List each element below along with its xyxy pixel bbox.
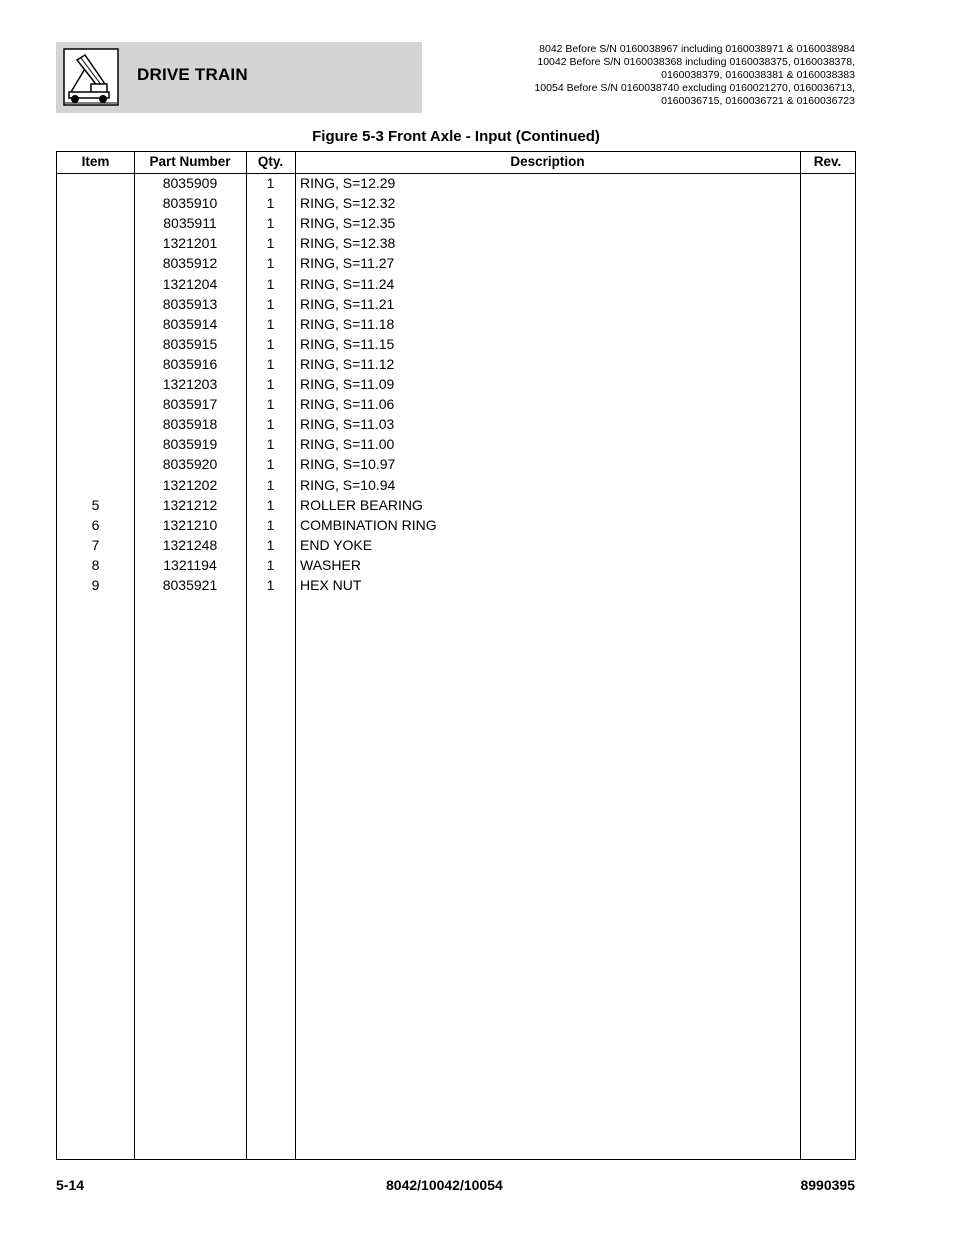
table-row [57,454,855,474]
description-cell: RING, S=11.06 [300,396,395,413]
table-row [57,253,855,273]
item-number-cell: 7 [91,536,100,553]
quantity-cell: 1 [266,416,275,433]
parts-table [56,151,856,1160]
applicability-line: 0160036715, 0160036721 & 0160036723 [661,95,855,107]
quantity-cell: 1 [266,376,275,392]
quantity-cell: 1 [266,496,275,513]
page-number: 5-14 [56,1177,85,1193]
table-row [57,434,855,454]
table-row [57,535,855,555]
part-number-cell: 1321212 [162,496,218,513]
table-row [57,394,855,414]
quantity-cell: 1 [266,577,275,593]
table-row [57,173,855,193]
quantity-cell: 1 [266,275,275,292]
description-cell: WASHER [300,556,361,573]
serial-applicability-note [415,43,855,108]
description-cell: RING, S=11.12 [300,355,395,372]
column-header-description: Description [510,154,585,169]
section-title: DRIVE TRAIN [137,65,248,84]
part-number-cell: 8035921 [162,577,218,593]
part-number-cell: 8035914 [162,315,218,332]
applicability-line: 10042 Before S/N 0160038368 including 0160038375, 0160038378, [537,56,855,68]
part-number-cell: 1321203 [162,376,218,392]
table-row [57,495,855,515]
applicability-line: 10054 Before S/N 0160038740 excluding 0160021270, 0160036713, [534,82,855,94]
quantity-cell: 1 [266,295,275,312]
part-number-cell: 8035916 [162,355,218,372]
applicability-line: 8042 Before S/N 0160038967 including 0160038971 & 0160038984 [539,43,855,55]
figure-title: Figure 5-3 Front Axle - Input (Continued) [312,128,600,145]
part-number-cell: 1321201 [162,235,218,252]
description-cell: RING, S=12.35 [300,215,396,232]
description-cell: END YOKE [300,536,373,553]
description-cell: RING, S=11.00 [300,436,395,453]
applicability-line: 0160038379, 0160038381 & 0160038383 [661,69,855,81]
description-cell: RING, S=11.03 [300,416,395,433]
part-number-cell: 1321210 [162,516,218,533]
table-row [57,575,855,595]
table-row [57,314,855,334]
part-number-cell: 8035919 [162,436,218,453]
part-number-cell: 8035920 [162,456,218,473]
description-cell: RING, S=12.38 [300,235,396,252]
table-row [57,334,855,354]
scissor-lift-machine-icon [63,48,119,106]
description-cell: RING, S=12.32 [300,195,396,212]
quantity-cell: 1 [266,195,275,212]
part-number-cell: 8035918 [162,416,218,433]
item-number-cell: 8 [91,556,100,573]
table-row [57,555,855,575]
quantity-cell: 1 [266,215,275,232]
description-cell: RING, S=11.15 [300,335,395,352]
quantity-cell: 1 [266,175,275,191]
table-row [57,515,855,535]
quantity-cell: 1 [266,536,275,553]
column-header-item: Item [81,154,110,169]
description-cell: RING, S=10.94 [300,476,396,493]
table-row [57,213,855,233]
part-number-cell: 1321194 [163,556,217,573]
table-row [57,274,855,294]
part-number-cell: 1321248 [162,536,218,553]
item-number-cell: 5 [91,496,100,513]
quantity-cell: 1 [266,436,275,453]
quantity-cell: 1 [266,355,275,372]
quantity-cell: 1 [266,516,275,533]
table-row [57,354,855,374]
description-cell: RING, S=10.97 [300,456,396,473]
quantity-cell: 1 [266,396,275,413]
quantity-cell: 1 [266,255,275,272]
manual-number: 8990395 [800,1177,855,1193]
description-cell: RING, S=12.29 [300,175,396,191]
description-cell: RING, S=11.09 [300,376,395,392]
part-number-cell: 8035917 [162,396,218,413]
part-number-cell: 8035915 [162,335,218,352]
item-number-cell: 6 [91,516,100,533]
quantity-cell: 1 [266,456,275,473]
quantity-cell: 1 [266,315,275,332]
table-row [57,475,855,495]
description-cell: ROLLER BEARING [300,496,423,513]
part-number-cell: 8035909 [162,175,218,191]
description-cell: HEX NUT [300,577,362,593]
description-cell: RING, S=11.18 [300,315,395,332]
quantity-cell: 1 [266,476,275,493]
model-numbers: 8042/10042/10054 [386,1177,503,1193]
item-number-cell: 9 [91,577,100,593]
column-header-part-number: Part Number [149,154,231,169]
table-row [57,414,855,434]
table-row [57,193,855,213]
description-cell: RING, S=11.21 [300,295,395,312]
table-row [57,233,855,253]
part-number-cell: 1321204 [162,275,218,292]
part-number-cell: 8035910 [162,195,218,212]
description-cell: RING, S=11.27 [300,255,395,272]
part-number-cell: 8035911 [163,215,217,232]
table-row [57,374,855,394]
description-cell: COMBINATION RING [300,516,437,533]
column-header-qty: Qty. [257,154,284,169]
description-cell: RING, S=11.24 [300,275,395,292]
table-row [57,294,855,314]
quantity-cell: 1 [266,335,275,352]
part-number-cell: 1321202 [162,476,218,493]
part-number-cell: 8035912 [162,255,218,272]
column-header-rev: Rev. [813,154,842,169]
part-number-cell: 8035913 [162,295,218,312]
quantity-cell: 1 [266,556,275,573]
quantity-cell: 1 [266,235,275,252]
